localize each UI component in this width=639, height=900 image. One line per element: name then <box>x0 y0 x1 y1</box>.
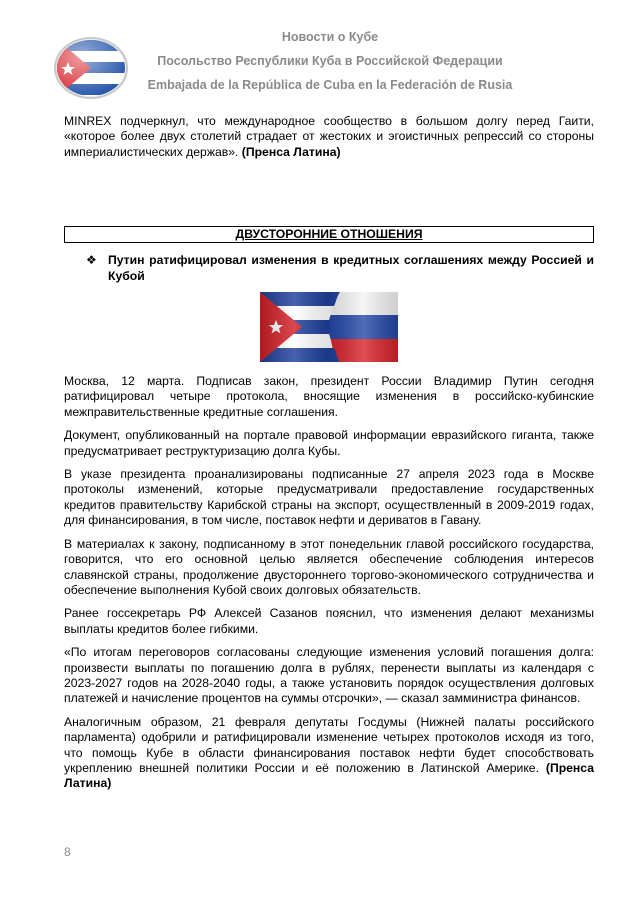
article-paragraph-2: Документ, опубликованный на портале правовой информации евразийского гиганта, также предусматривает реструктуризацию долга Кубы. <box>64 428 594 458</box>
cuba-russia-flags-image <box>260 292 398 362</box>
article-source: (Пренса Латина) <box>64 760 594 791</box>
page-content <box>64 114 594 792</box>
embassy-name-spanish: Embajada de la República de Cuba en la Federación de Rusia <box>147 78 513 92</box>
intro-paragraph <box>64 114 594 160</box>
article-title-text: Путин ратифицировал изменения в кредитных соглашениях между Россией и Кубой <box>108 253 594 283</box>
article-paragraph-5: Ранее госсекретарь РФ Алексей Сазанов пояснил, что изменения делают механизмы выплаты кредитов более гибкими. <box>64 606 594 636</box>
bullet-icon: ❖ <box>86 253 97 268</box>
intro-text: MINREX подчеркнул, что международное сообщество в большом долгу перед Гаити, «которое более двух столетий страдает от жестоких и эгоистичных репрессий со стороны империалистических держав». <box>64 114 594 159</box>
article-paragraph-4: В материалах к закону, подписанному в этот понедельник главой российского государства, говорится, что его основной целью является обеспечение соблюдения интересов славянской страны, продолжение двустороннего торгово-экономического сотрудничества и обеспечение выполнения Кубой своих долговых обязательств. <box>64 536 594 597</box>
section-heading: ДВУСТОРОННИЕ ОТНОШЕНИЯ <box>64 226 594 243</box>
article-last-text: Аналогичным образом, 21 февраля депутаты Госдумы (Нижней палаты российского парламента) одобрили и ратифицировали изменение четырех протоколов исходя из того, что помощь Кубе в области финансирования поставок нефти будет способствовать укреплению внешней политики России и её положению в Латинской Америке. <box>64 714 594 775</box>
article-paragraph-6: «По итогам переговоров согласованы следующие изменения условий погашения долга: произвести выплаты по погашению долга в рублях, перенести выплаты из календаря с 2023-2027 годов на 2028-2040 годы, а также установить порядок осуществления долговых платежей и начисление процентов на суммы отсрочки», — сказал замминистра финансов. <box>64 645 594 706</box>
page-number: 8 <box>64 845 71 859</box>
article-paragraph-3: В указе президента проанализированы подписанные 27 апреля 2023 года в Москве протоколы изменений, которые предусматривали предоставление государственных кредитов правительству Карибской страны на экспорт, осуществленный в 2009-2019 годах, для финансирования, в том числе, поставок нефти и дериватов в Гавану. <box>64 467 594 528</box>
embassy-name-russian: Посольство Республики Куба в Российской Федерации <box>157 54 503 68</box>
article-paragraph-1: Москва, 12 марта. Подписав закон, президент России Владимир Путин сегодня ратифицировал четыре протокола, вносящие изменения в российско-кубинские межправительственные кредитные соглашения. <box>64 374 594 419</box>
newsletter-title: Новости о Кубе <box>281 30 379 44</box>
intro-source: (Пренса Латина) <box>241 144 341 159</box>
article-title <box>86 253 594 284</box>
article-paragraph-7 <box>64 715 594 792</box>
cuba-flag-globe-icon <box>51 36 131 100</box>
